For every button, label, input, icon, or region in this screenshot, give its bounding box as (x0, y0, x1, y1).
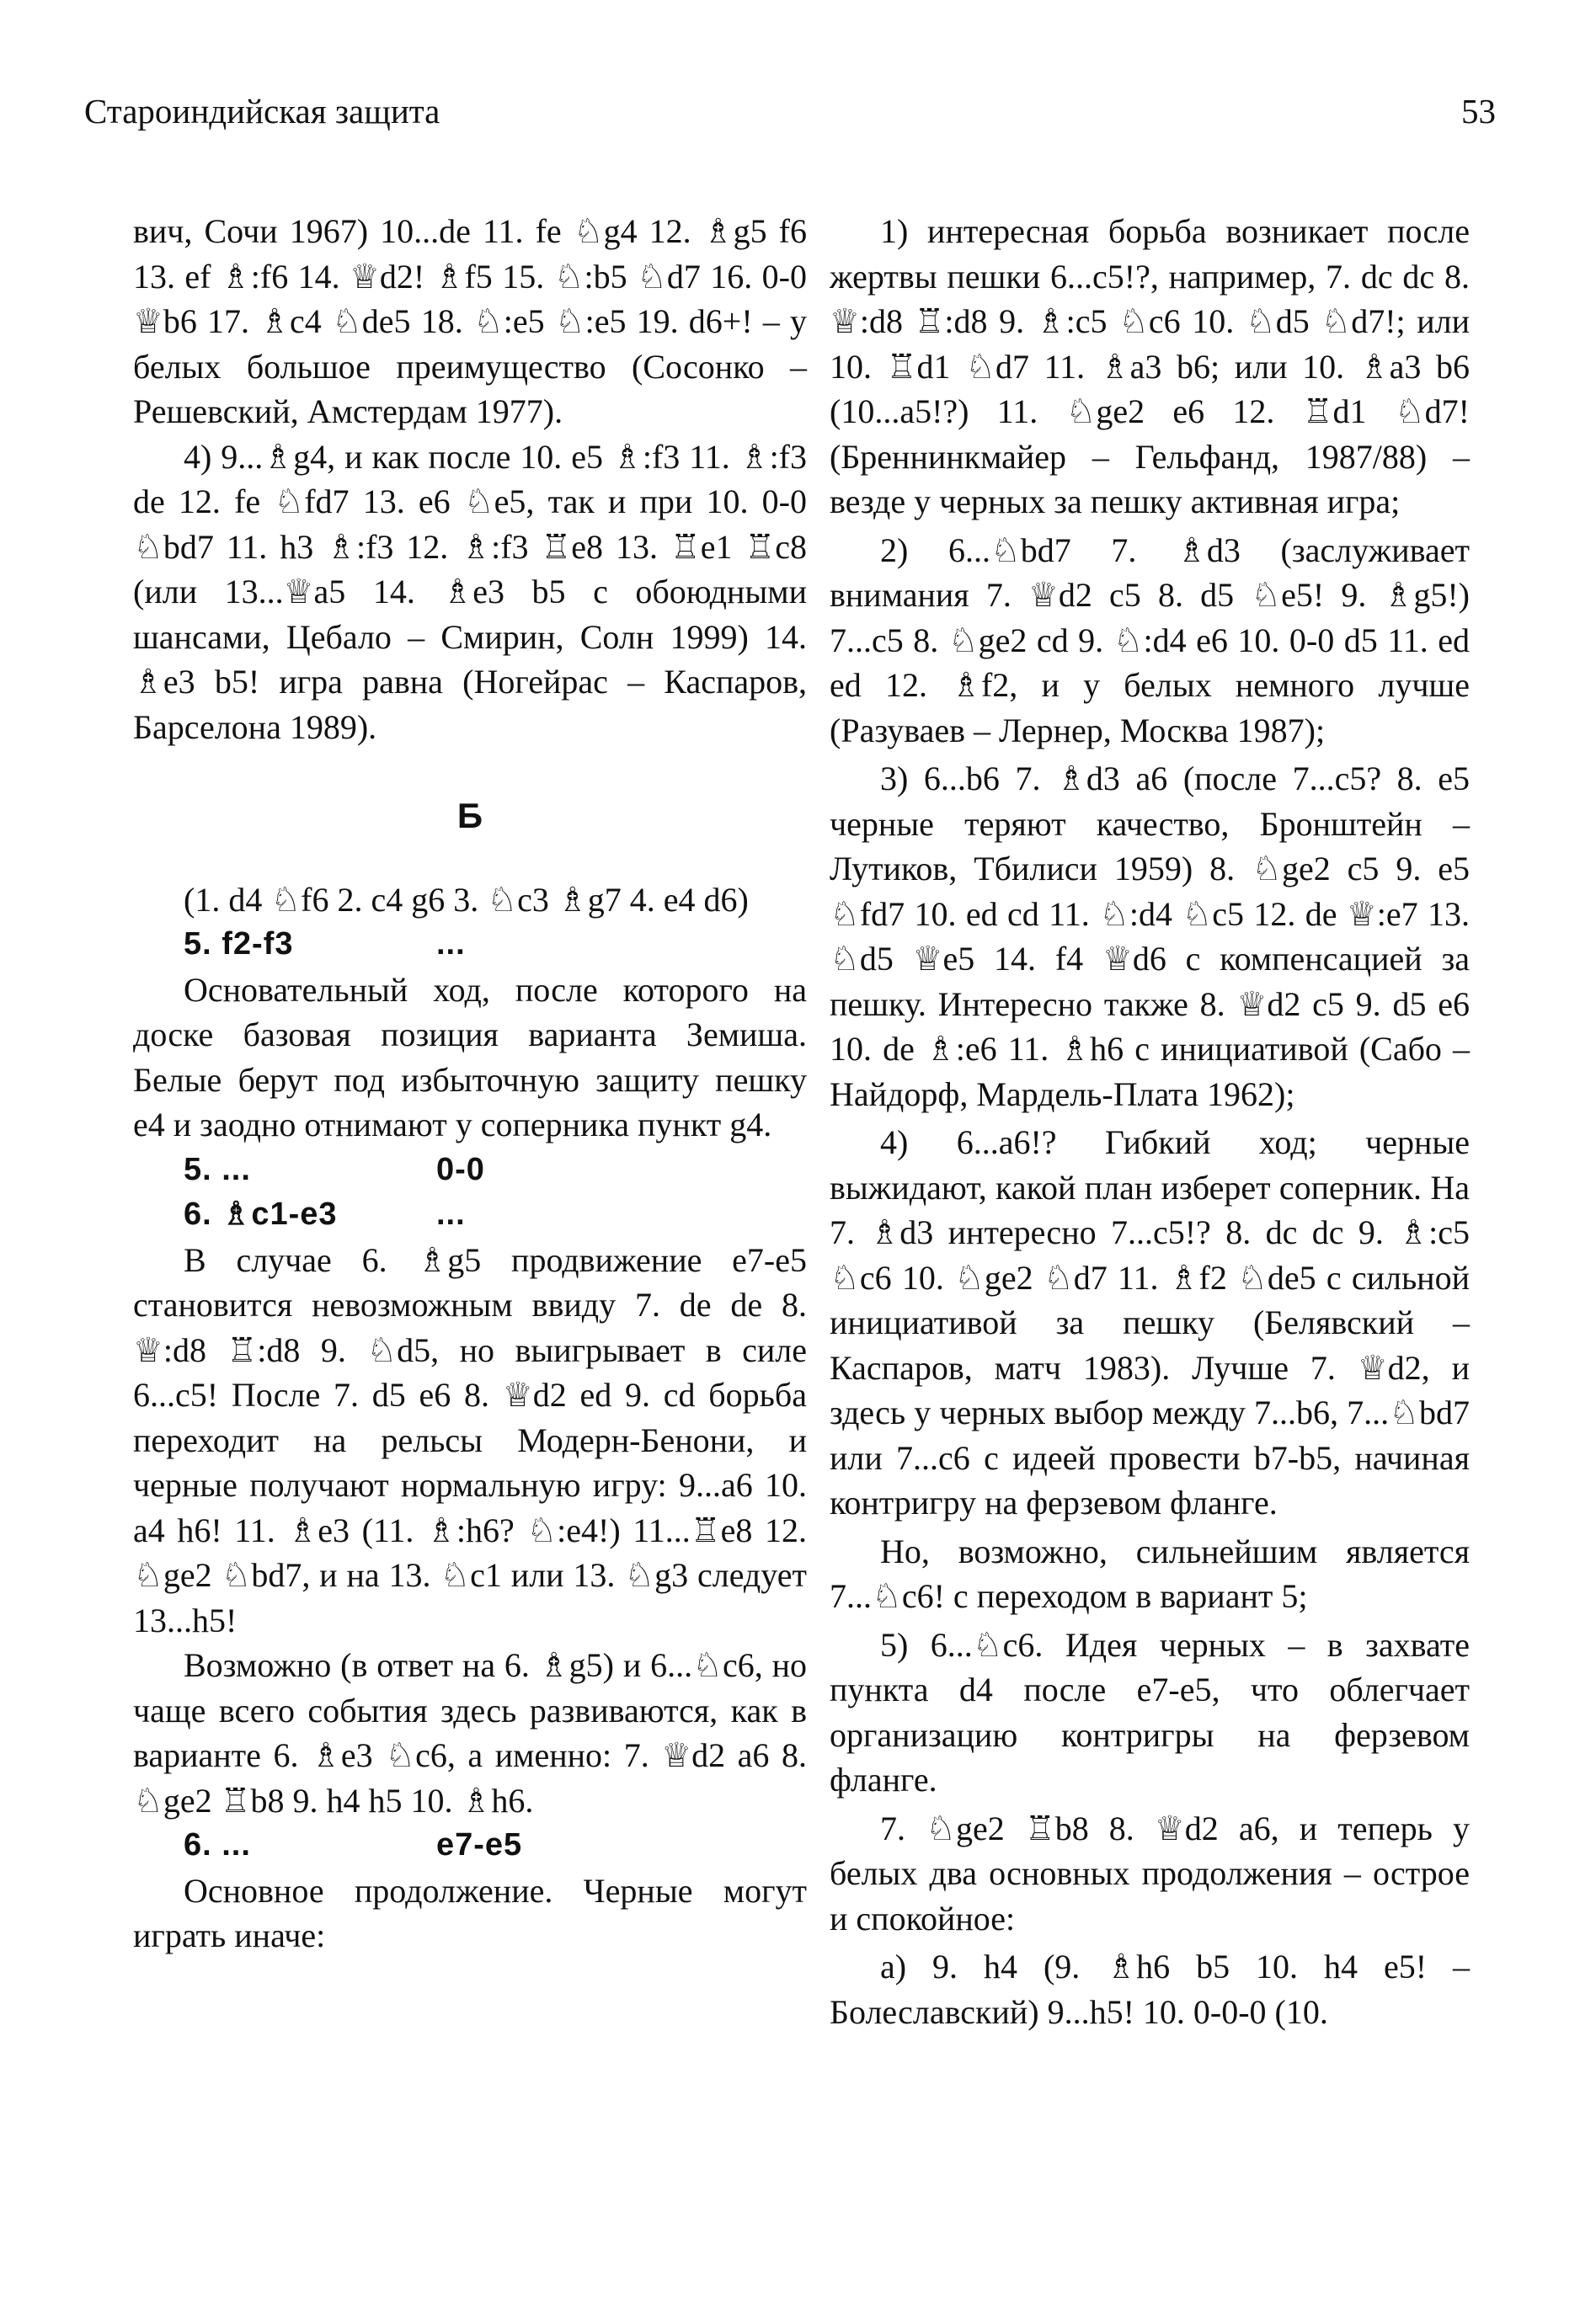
page-number: 53 (1461, 92, 1496, 131)
paragraph: Возможно (в ответ на 6. ♗g5) и 6...♘c6, но чаще всего события здесь развиваются, как в варианте 6. ♗e3 ♘c6, а именно: 7. ♕d2 a6 8. ♘ge2 ♖b8 9. h4 h5 10. ♗h6. (133, 1646, 807, 1820)
move-line (133, 1192, 807, 1238)
move-black: ... (436, 926, 466, 962)
paragraph: В случае 6. ♗g5 продвижение e7-e5 становится невозможным ввиду 7. de de 8. ♕:d8 ♖:d8 9. ♘d5, но выигрывает в силе 6...c5! После 7. d5 e6 8. ♕d2 ed 9. cd борьба переходит на рельсы Модерн-Бенони, и черные получают нормальную игру: 9...a6 10. a4 h6! 11. ♗e3 (11. ♗:h6? ♘:e4!) 11...♖e8 12. ♘ge2 ♘bd7, и на 13. ♘c1 или 13. ♘g3 следует 13...h5! (133, 1240, 807, 1639)
running-title: Староиндийская защита (84, 92, 440, 131)
paragraph: Основное продолжение. Черные могут играть иначе: (133, 1871, 807, 1954)
move-line (133, 1823, 807, 1868)
paragraph: 5) 6...♘c6. Идея черных – в захвате пункта d4 после e7-e5, что облегчает организацию контригры на ферзевом фланге. (830, 1625, 1470, 1799)
move-white: 5. f2-f3 (184, 926, 294, 962)
paragraph: (1. d4 ♘f6 2. c4 g6 3. ♘c3 ♗g7 4. e4 d6) (184, 880, 749, 919)
paragraph: 4) 6...a6!? Гибкий ход; черные выжидают, какой план изберет соперник. На 7. ♗d3 интересно 7...c5!? 8. dc dc 9. ♗:c5 ♘c6 10. ♘ge2 ♘d7 11. ♗f2 ♘de5 с сильной инициативой за пешку (Белявский – Каспаров, матч 1983). Лучше 7. ♕d2, и здесь у черных выбор между 7...b6, 7...♘bd7 или 7...c6 с идеей провести b7-b5, начиная контригру на ферзевом фланге. (830, 1123, 1470, 1522)
page-header (84, 91, 1496, 141)
move-white: 6. ♗c1-e3 (184, 1197, 338, 1232)
move-line (133, 1148, 807, 1193)
paragraph: Но, возможно, сильнейшим является 7...♘c6! с переходом в вариант 5; (830, 1532, 1470, 1615)
paragraph: вич, Сочи 1967) 10...de 11. fe ♘g4 12. ♗g5 f6 13. ef ♗:f6 14. ♕d2! ♗f5 15. ♘:b5 ♘d7 16. 0-0 ♕b6 17. ♗c4 ♘de5 18. ♘:e5 ♘:e5 19. d6+! – у белых большое преимущество (Сосонко – Решевский, Амстердам 1977). (133, 212, 807, 430)
paragraph: 7. ♘ge2 ♖b8 8. ♕d2 a6, и теперь у белых два основных продолжения – острое и спокойное: (830, 1809, 1470, 1938)
paragraph: 4) 9...♗g4, и как после 10. e5 ♗:f3 11. ♗:f3 de 12. fe ♘fd7 13. e6 ♘e5, так и при 10. 0-0 ♘bd7 11. h3 ♗:f3 12. ♗:f3 ♖e8 13. ♖e1 ♖c8 (или 13...♕a5 14. ♗e3 b5 с обоюдными шансами, Цебало – Смирин, Солн 1999) 14. ♗e3 b5! игра равна (Ногейрас – Каспаров, Барселона 1989). (133, 437, 807, 746)
move-white: 6. ... (184, 1827, 251, 1863)
paragraph: Основательный ход, после которого на доске базовая позиция варианта Земиша. Белые берут под избыточную защиту пешку е4 и заодно отнимают у соперника пункт g4. (133, 970, 807, 1143)
move-black: 0-0 (436, 1151, 485, 1187)
move-black: ... (436, 1197, 466, 1232)
move-line (133, 922, 807, 967)
section-heading: Б (456, 796, 483, 835)
right-column (830, 209, 1470, 2034)
move-black: e7-e5 (436, 1827, 523, 1863)
paragraph: 2) 6...♘bd7 7. ♗d3 (заслуживает внимания 7. ♕d2 c5 8. d5 ♘e5! 9. ♗g5!) 7...c5 8. ♘ge2 cd 9. ♘:d4 e6 10. 0-0 d5 11. ed ed 12. ♗f2, и у белых немного лучше (Разуваев – Лернер, Москва 1987); (830, 530, 1470, 749)
paragraph: 3) 6...b6 7. ♗d3 a6 (после 7...c5? 8. e5 черные теряют качество, Бронштейн – Лутиков, Тбилиси 1959) 8. ♘ge2 c5 9. e5 ♘fd7 10. ed cd 11. ♘:d4 ♘c5 12. de ♕:e7 13. ♘d5 ♕e5 14. f4 ♕d6 с компенсацией за пешку. Интересно также 8. ♕d2 c5 9. d5 e6 10. de ♗:e6 11. ♗h6 с инициативой (Сабо – Найдорф, Мардель-Плата 1962); (830, 760, 1470, 1113)
paragraph: 1) интересная борьба возникает после жертвы пешки 6...c5!?, например, 7. dc dc 8. ♕:d8 ♖:d8 9. ♗:c5 ♘c6 10. ♘d5 ♘d7!; или 10. ♖d1 ♘d7 11. ♗a3 b6; или 10. ♗a3 b6 (10...a5!?) 11. ♘ge2 e6 12. ♖d1 ♘d7! (Бреннинкмайер – Гельфанд, 1987/88) – везде у черных за пешку активная игра; (830, 212, 1470, 520)
move-white: 5. ... (184, 1151, 251, 1187)
left-column (133, 209, 807, 1959)
paragraph: а) 9. h4 (9. ♗h6 b5 10. h4 e5! – Болеславский) 9...h5! 10. 0-0-0 (10. (830, 1948, 1470, 2031)
